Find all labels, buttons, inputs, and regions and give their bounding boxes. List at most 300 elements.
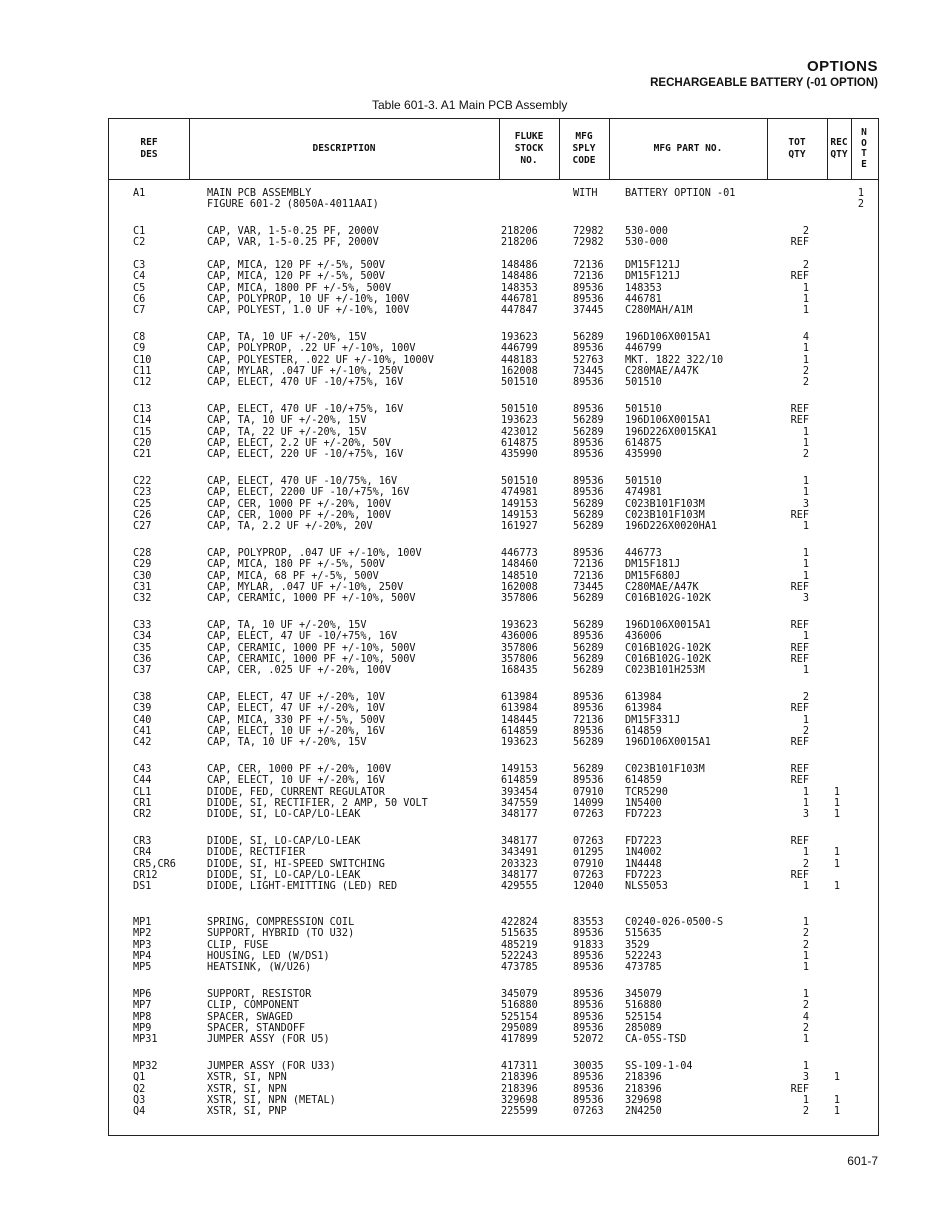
- ref-des: C1: [133, 226, 146, 237]
- fluke-stock-no: 614859: [501, 775, 538, 787]
- description: CAP, CER, .025 UF +/-20%, 100V: [207, 665, 392, 677]
- table-row: [109, 305, 878, 316]
- fluke-stock-no: 218206: [501, 226, 538, 237]
- mfg-code: 89536: [573, 1011, 604, 1023]
- rec-qty: 1: [833, 858, 841, 870]
- tot-qty: 1: [802, 559, 809, 571]
- ref-des: C35: [133, 642, 152, 654]
- description: CAP, MICA, 330 PF +/-5%, 500V: [207, 714, 385, 726]
- mfg-part-no: DM15F680J: [625, 570, 681, 582]
- tot-qty: 2: [802, 365, 809, 377]
- fluke-stock-no: 348177: [501, 836, 538, 847]
- description: DIODE, SI, HI-SPEED SWITCHING: [207, 858, 385, 870]
- mfg-code: 72982: [573, 226, 604, 237]
- mfg-part-no: 614859: [625, 725, 662, 737]
- ref-des: C11: [133, 365, 152, 377]
- mfg-part-no: 196D106X0015A1: [625, 332, 711, 343]
- description: CAP, CER, 1000 PF +/-20%, 100V: [207, 764, 392, 775]
- table-row: [109, 1034, 878, 1045]
- ref-des: C38: [133, 692, 152, 703]
- ref-des: MP9: [133, 1022, 152, 1034]
- fluke-stock-no: 148510: [501, 570, 538, 582]
- mfg-code: 89536: [573, 631, 604, 643]
- mfg-part-no: DM15F121J: [625, 260, 681, 271]
- fluke-stock-no: 149153: [501, 498, 538, 510]
- description: CAP, POLYPROP, .047 UF +/-10%, 100V: [207, 548, 422, 559]
- table-row: [109, 1023, 878, 1034]
- fluke-stock-no: 613984: [501, 703, 538, 715]
- mfg-code: 73445: [573, 581, 604, 593]
- row-group: [109, 226, 878, 249]
- tot-qty: 2: [802, 692, 809, 703]
- table-row: [109, 1072, 878, 1083]
- ref-des: C23: [133, 487, 152, 499]
- mfg-part-no: 435990: [625, 449, 662, 461]
- description: SPACER, STANDOFF: [207, 1022, 306, 1034]
- fluke-stock-no: 148460: [501, 559, 538, 571]
- table-row: [109, 427, 878, 438]
- mfg-part-no: FD7223: [625, 869, 662, 881]
- parts-table: [108, 118, 879, 1136]
- description: CAP, ELECT, 470 UF -10/+75%, 16V: [207, 404, 404, 415]
- fluke-stock-no: 501510: [501, 476, 538, 487]
- ref-des: C29: [133, 559, 152, 571]
- description: MAIN PCB ASSEMBLY: [207, 188, 312, 199]
- mfg-part-no: C023B101F103M: [625, 509, 705, 521]
- description: DIODE, FED, CURRENT REGULATOR: [207, 786, 385, 798]
- mfg-part-no: C280MAE/A47K: [625, 581, 699, 593]
- ref-des: C22: [133, 476, 152, 487]
- tot-qty: REF: [790, 271, 809, 283]
- row-group: [109, 188, 878, 211]
- row-group: [109, 692, 878, 748]
- table-row: [109, 620, 878, 631]
- mfg-part-no: 196D226X0015KA1: [625, 426, 718, 438]
- mfg-code: 89536: [573, 928, 604, 940]
- fluke-stock-no: 423012: [501, 426, 538, 438]
- fluke-stock-no: 162008: [501, 581, 538, 593]
- mfg-code: 89536: [573, 989, 604, 1000]
- description: SPRING, COMPRESSION COIL: [207, 917, 355, 928]
- mfg-code: 07910: [573, 858, 604, 870]
- mfg-part-no: 530-000: [625, 237, 668, 249]
- fluke-stock-no: 161927: [501, 521, 538, 533]
- mfg-part-no: BATTERY OPTION -01: [625, 188, 736, 199]
- fluke-stock-no: 501510: [501, 404, 538, 415]
- fluke-stock-no: 149153: [501, 764, 538, 775]
- mfg-code: 83553: [573, 917, 604, 928]
- mfg-part-no: C0240-026-0500-S: [625, 917, 724, 928]
- table-row: [109, 260, 878, 271]
- tot-qty: 1: [802, 847, 809, 859]
- note: 2: [857, 199, 865, 211]
- tot-qty: 1: [802, 950, 809, 962]
- tot-qty: 1: [802, 476, 809, 487]
- tot-qty: REF: [790, 642, 809, 654]
- tot-qty: 1: [802, 437, 809, 449]
- fluke-stock-no: 225599: [501, 1106, 538, 1118]
- mfg-code: 52072: [573, 1034, 604, 1046]
- mfg-code: 52763: [573, 354, 604, 366]
- description: CAP, CERAMIC, 1000 PF +/-10%, 500V: [207, 593, 416, 605]
- mfg-part-no: SS-109-1-04: [625, 1061, 693, 1072]
- fluke-stock-no: 446799: [501, 343, 538, 355]
- subsection-title: RECHARGEABLE BATTERY (-01 OPTION): [650, 77, 878, 89]
- row-group: [109, 764, 878, 820]
- mfg-part-no: C016B102G-102K: [625, 642, 711, 654]
- mfg-code: WITH: [573, 188, 598, 199]
- description: CAP, MICA, 180 PF +/-5%, 500V: [207, 559, 385, 571]
- fluke-stock-no: 348177: [501, 869, 538, 881]
- fluke-stock-no: 345079: [501, 989, 538, 1000]
- description: CAP, POLYPROP, .22 UF +/-10%, 100V: [207, 343, 416, 355]
- mfg-code: 12040: [573, 881, 604, 893]
- mfg-part-no: 501510: [625, 377, 662, 389]
- table-row: [109, 859, 878, 870]
- tot-qty: 4: [802, 332, 809, 343]
- mfg-code: 89536: [573, 703, 604, 715]
- ref-des: MP3: [133, 939, 152, 951]
- description: CAP, ELECT, 2200 UF -10/+75%, 16V: [207, 487, 410, 499]
- table-row: [109, 715, 878, 726]
- tot-qty: 2: [802, 858, 809, 870]
- page-number: 601-7: [847, 1154, 878, 1168]
- tot-qty: 1: [802, 962, 809, 974]
- row-group: [109, 989, 878, 1045]
- ref-des: C39: [133, 703, 152, 715]
- table-row: [109, 559, 878, 570]
- mfg-part-no: 516880: [625, 1000, 662, 1012]
- table-body: [109, 179, 878, 1135]
- mfg-code: 56289: [573, 332, 604, 343]
- mfg-code: 72136: [573, 271, 604, 283]
- ref-des: C40: [133, 714, 152, 726]
- col-mfg-sply-code: MFG SPLY CODE: [572, 131, 596, 166]
- description: CAP, MICA, 68 PF +/-5%, 500V: [207, 570, 379, 582]
- mfg-code: 89536: [573, 377, 604, 389]
- table-row: [109, 271, 878, 282]
- mfg-part-no: 501510: [625, 476, 662, 487]
- tot-qty: 1: [802, 881, 809, 893]
- ref-des: C43: [133, 764, 152, 775]
- mfg-part-no: C280MAH/A1M: [625, 305, 693, 317]
- fluke-stock-no: 614859: [501, 725, 538, 737]
- mfg-code: 89536: [573, 1022, 604, 1034]
- table-row: [109, 951, 878, 962]
- ref-des: C8: [133, 332, 146, 343]
- tot-qty: 3: [802, 809, 809, 821]
- table-row: [109, 654, 878, 665]
- tot-qty: 2: [802, 1022, 809, 1034]
- table-row: [109, 593, 878, 604]
- description: CAP, TA, 10 UF +/-20%, 15V: [207, 737, 367, 749]
- description: CAP, ELECT, 2.2 UF +/-20%, 50V: [207, 437, 392, 449]
- description: CAP, ELECT, 47 UF +/-20%, 10V: [207, 692, 385, 703]
- tot-qty: 2: [802, 226, 809, 237]
- fluke-stock-no: 429555: [501, 881, 538, 893]
- ref-des: C41: [133, 725, 152, 737]
- description: DIODE, SI, LO-CAP/LO-LEAK: [207, 869, 361, 881]
- description: CAP, CERAMIC, 1000 PF +/-10%, 500V: [207, 642, 416, 654]
- ref-des: C9: [133, 343, 146, 355]
- tot-qty: REF: [790, 415, 809, 427]
- ref-des: MP5: [133, 962, 152, 974]
- mfg-part-no: 473785: [625, 962, 662, 974]
- table-row: [109, 703, 878, 714]
- tot-qty: 1: [802, 917, 809, 928]
- fluke-stock-no: 485219: [501, 939, 538, 951]
- mfg-code: 72136: [573, 714, 604, 726]
- description: CLIP, COMPONENT: [207, 1000, 300, 1012]
- mfg-code: 73445: [573, 365, 604, 377]
- tot-qty: 2: [802, 725, 809, 737]
- table-row: [109, 571, 878, 582]
- ref-des: C7: [133, 305, 146, 317]
- description: CAP, POLYESTER, .022 UF +/-10%, 1000V: [207, 354, 434, 366]
- fluke-stock-no: 446773: [501, 548, 538, 559]
- fluke-stock-no: 162008: [501, 365, 538, 377]
- mfg-part-no: NLS5053: [625, 881, 668, 893]
- col-mfg-part-no: MFG PART NO.: [653, 143, 723, 154]
- description: HEATSINK, (W/U26): [207, 962, 312, 974]
- table-row: [109, 366, 878, 377]
- mfg-code: 89536: [573, 404, 604, 415]
- mfg-part-no: 196D226X0020HA1: [625, 521, 718, 533]
- table-row: [109, 226, 878, 237]
- mfg-part-no: 614859: [625, 775, 662, 787]
- ref-des: C26: [133, 509, 152, 521]
- fluke-stock-no: 417311: [501, 1061, 538, 1072]
- rec-qty: 1: [833, 881, 841, 893]
- ref-des: C10: [133, 354, 152, 366]
- mfg-code: 56289: [573, 498, 604, 510]
- mfg-code: 89536: [573, 1000, 604, 1012]
- mfg-code: 07910: [573, 786, 604, 798]
- tot-qty: 1: [802, 570, 809, 582]
- fluke-stock-no: 357806: [501, 642, 538, 654]
- mfg-part-no: 148353: [625, 282, 662, 294]
- description: CAP, VAR, 1-5-0.25 PF, 2000V: [207, 237, 379, 249]
- col-tot-qty: TOT QTY: [788, 137, 806, 160]
- mfg-part-no: C016B102G-102K: [625, 653, 711, 665]
- ref-des: A1: [133, 188, 146, 199]
- mfg-part-no: 474981: [625, 487, 662, 499]
- mfg-code: 72136: [573, 570, 604, 582]
- description: CAP, MYLAR, .047 UF +/-10%, 250V: [207, 365, 404, 377]
- table-row: [109, 343, 878, 354]
- description: DIODE, SI, RECTIFIER, 2 AMP, 50 VOLT: [207, 797, 428, 809]
- table-row: [109, 499, 878, 510]
- ref-des: C15: [133, 426, 152, 438]
- ref-des: C44: [133, 775, 152, 787]
- mfg-code: 89536: [573, 950, 604, 962]
- mfg-code: 56289: [573, 426, 604, 438]
- description: CAP, MICA, 1800 PF +/-5%, 500V: [207, 282, 392, 294]
- fluke-stock-no: 357806: [501, 593, 538, 605]
- description: CAP, TA, 10 UF +/-20%, 15V: [207, 332, 367, 343]
- description: JUMPER ASSY (FOR U5): [207, 1034, 330, 1046]
- fluke-stock-no: 357806: [501, 653, 538, 665]
- tot-qty: 1: [802, 714, 809, 726]
- table-row: [109, 548, 878, 559]
- mfg-code: 89536: [573, 293, 604, 305]
- mfg-part-no: 3529: [625, 939, 650, 951]
- mfg-part-no: 2N4250: [625, 1106, 662, 1118]
- mfg-part-no: CA-05S-TSD: [625, 1034, 687, 1046]
- description: CAP, ELECT, 10 UF +/-20%, 16V: [207, 725, 385, 737]
- mfg-code: 89536: [573, 1094, 604, 1106]
- mfg-part-no: FD7223: [625, 809, 662, 821]
- table-row: [109, 847, 878, 858]
- tot-qty: 1: [802, 548, 809, 559]
- tot-qty: 3: [802, 1072, 809, 1084]
- ref-des: MP2: [133, 928, 152, 940]
- mfg-part-no: MKT. 1822 322/10: [625, 354, 724, 366]
- tot-qty: 1: [802, 426, 809, 438]
- ref-des: C31: [133, 581, 152, 593]
- tot-qty: 1: [802, 293, 809, 305]
- mfg-code: 01295: [573, 847, 604, 859]
- description: XSTR, SI, NPN (METAL): [207, 1094, 336, 1106]
- row-group: [109, 260, 878, 316]
- description: CAP, ELECT, 10 UF +/-20%, 16V: [207, 775, 385, 787]
- mfg-code: 89536: [573, 449, 604, 461]
- description: HOUSING, LED (W/DS1): [207, 950, 330, 962]
- ref-des: C34: [133, 631, 152, 643]
- fluke-stock-no: 168435: [501, 665, 538, 677]
- ref-des: DS1: [133, 881, 152, 893]
- mfg-code: 72136: [573, 260, 604, 271]
- ref-des: C3: [133, 260, 146, 271]
- mfg-code: 89536: [573, 1072, 604, 1084]
- fluke-stock-no: 522243: [501, 950, 538, 962]
- tot-qty: REF: [790, 653, 809, 665]
- mfg-part-no: C023B101F103M: [625, 498, 705, 510]
- tot-qty: 2: [802, 928, 809, 940]
- description: XSTR, SI, NPN: [207, 1083, 287, 1095]
- table-row: [109, 1106, 878, 1117]
- description: CAP, ELECT, 470 UF -10/+75%, 16V: [207, 377, 404, 389]
- col-fluke-stock: FLUKE STOCK NO.: [514, 131, 544, 166]
- ref-des: C14: [133, 415, 152, 427]
- mfg-part-no: 285089: [625, 1022, 662, 1034]
- section-title: OPTIONS: [806, 58, 878, 75]
- fluke-stock-no: 148486: [501, 271, 538, 283]
- description: CLIP, FUSE: [207, 939, 269, 951]
- description: CAP, ELECT, 47 UF -10/+75%, 16V: [207, 631, 398, 643]
- description: CAP, ELECT, 470 UF -10/75%, 16V: [207, 476, 398, 487]
- tot-qty: 1: [802, 797, 809, 809]
- row-group: [109, 476, 878, 532]
- table-row: [109, 294, 878, 305]
- ref-des: C20: [133, 437, 152, 449]
- rec-qty: 1: [833, 786, 841, 798]
- mfg-code: 56289: [573, 653, 604, 665]
- mfg-code: 14099: [573, 797, 604, 809]
- fluke-stock-no: 436006: [501, 631, 538, 643]
- mfg-code: 89536: [573, 1083, 604, 1095]
- mfg-part-no: 218396: [625, 1072, 662, 1084]
- tot-qty: 2: [802, 260, 809, 271]
- table-row: [109, 510, 878, 521]
- ref-des: CR2: [133, 809, 152, 821]
- fluke-stock-no: 218396: [501, 1083, 538, 1095]
- description: XSTR, SI, PNP: [207, 1106, 287, 1118]
- mfg-part-no: 614875: [625, 437, 662, 449]
- description: SUPPORT, HYBRID (TO U32): [207, 928, 355, 940]
- fluke-stock-no: 417899: [501, 1034, 538, 1046]
- mfg-part-no: 446781: [625, 293, 662, 305]
- fluke-stock-no: 516880: [501, 1000, 538, 1012]
- mfg-part-no: 1N5400: [625, 797, 662, 809]
- mfg-part-no: 530-000: [625, 226, 668, 237]
- table-row: [109, 188, 878, 199]
- mfg-part-no: C016B102G-102K: [625, 593, 711, 605]
- mfg-part-no: 522243: [625, 950, 662, 962]
- table-row: [109, 283, 878, 294]
- ref-des: C25: [133, 498, 152, 510]
- table-row: [109, 355, 878, 366]
- rec-qty: 1: [833, 847, 841, 859]
- row-group: [109, 620, 878, 676]
- mfg-code: 72136: [573, 559, 604, 571]
- tot-qty: 4: [802, 1011, 809, 1023]
- row-group: [109, 404, 878, 460]
- fluke-stock-no: 148486: [501, 260, 538, 271]
- ref-des: MP4: [133, 950, 152, 962]
- table-row: [109, 1095, 878, 1106]
- ref-des: C13: [133, 404, 152, 415]
- fluke-stock-no: 501510: [501, 377, 538, 389]
- table-row: [109, 917, 878, 928]
- mfg-code: 56289: [573, 521, 604, 533]
- table-row: [109, 487, 878, 498]
- description: CAP, MICA, 120 PF +/-5%, 500V: [207, 271, 385, 283]
- table-row: [109, 798, 878, 809]
- mfg-code: 30035: [573, 1061, 604, 1072]
- row-group: [109, 917, 878, 973]
- ref-des: C5: [133, 282, 146, 294]
- fluke-stock-no: 347559: [501, 797, 538, 809]
- mfg-part-no: 525154: [625, 1011, 662, 1023]
- tot-qty: 1: [802, 282, 809, 294]
- mfg-code: 56289: [573, 642, 604, 654]
- mfg-part-no: 196D106X0015A1: [625, 415, 711, 427]
- ref-des: C36: [133, 653, 152, 665]
- mfg-part-no: 218396: [625, 1083, 662, 1095]
- ref-des: C21: [133, 449, 152, 461]
- mfg-code: 56289: [573, 620, 604, 631]
- table-row: [109, 643, 878, 654]
- table-row: [109, 449, 878, 460]
- table-row: [109, 775, 878, 786]
- tot-qty: 1: [802, 1094, 809, 1106]
- mfg-part-no: 1N4002: [625, 847, 662, 859]
- tot-qty: 1: [802, 631, 809, 643]
- col-description: DESCRIPTION: [312, 143, 376, 154]
- ref-des: C37: [133, 665, 152, 677]
- description: CAP, VAR, 1-5-0.25 PF, 2000V: [207, 226, 379, 237]
- tot-qty: 2: [802, 449, 809, 461]
- mfg-code: 56289: [573, 415, 604, 427]
- table-row: [109, 836, 878, 847]
- fluke-stock-no: 446781: [501, 293, 538, 305]
- tot-qty: 1: [802, 665, 809, 677]
- rec-qty: 1: [833, 1094, 841, 1106]
- row-group: [109, 548, 878, 604]
- ref-des: Q1: [133, 1072, 146, 1084]
- ref-des: MP6: [133, 989, 152, 1000]
